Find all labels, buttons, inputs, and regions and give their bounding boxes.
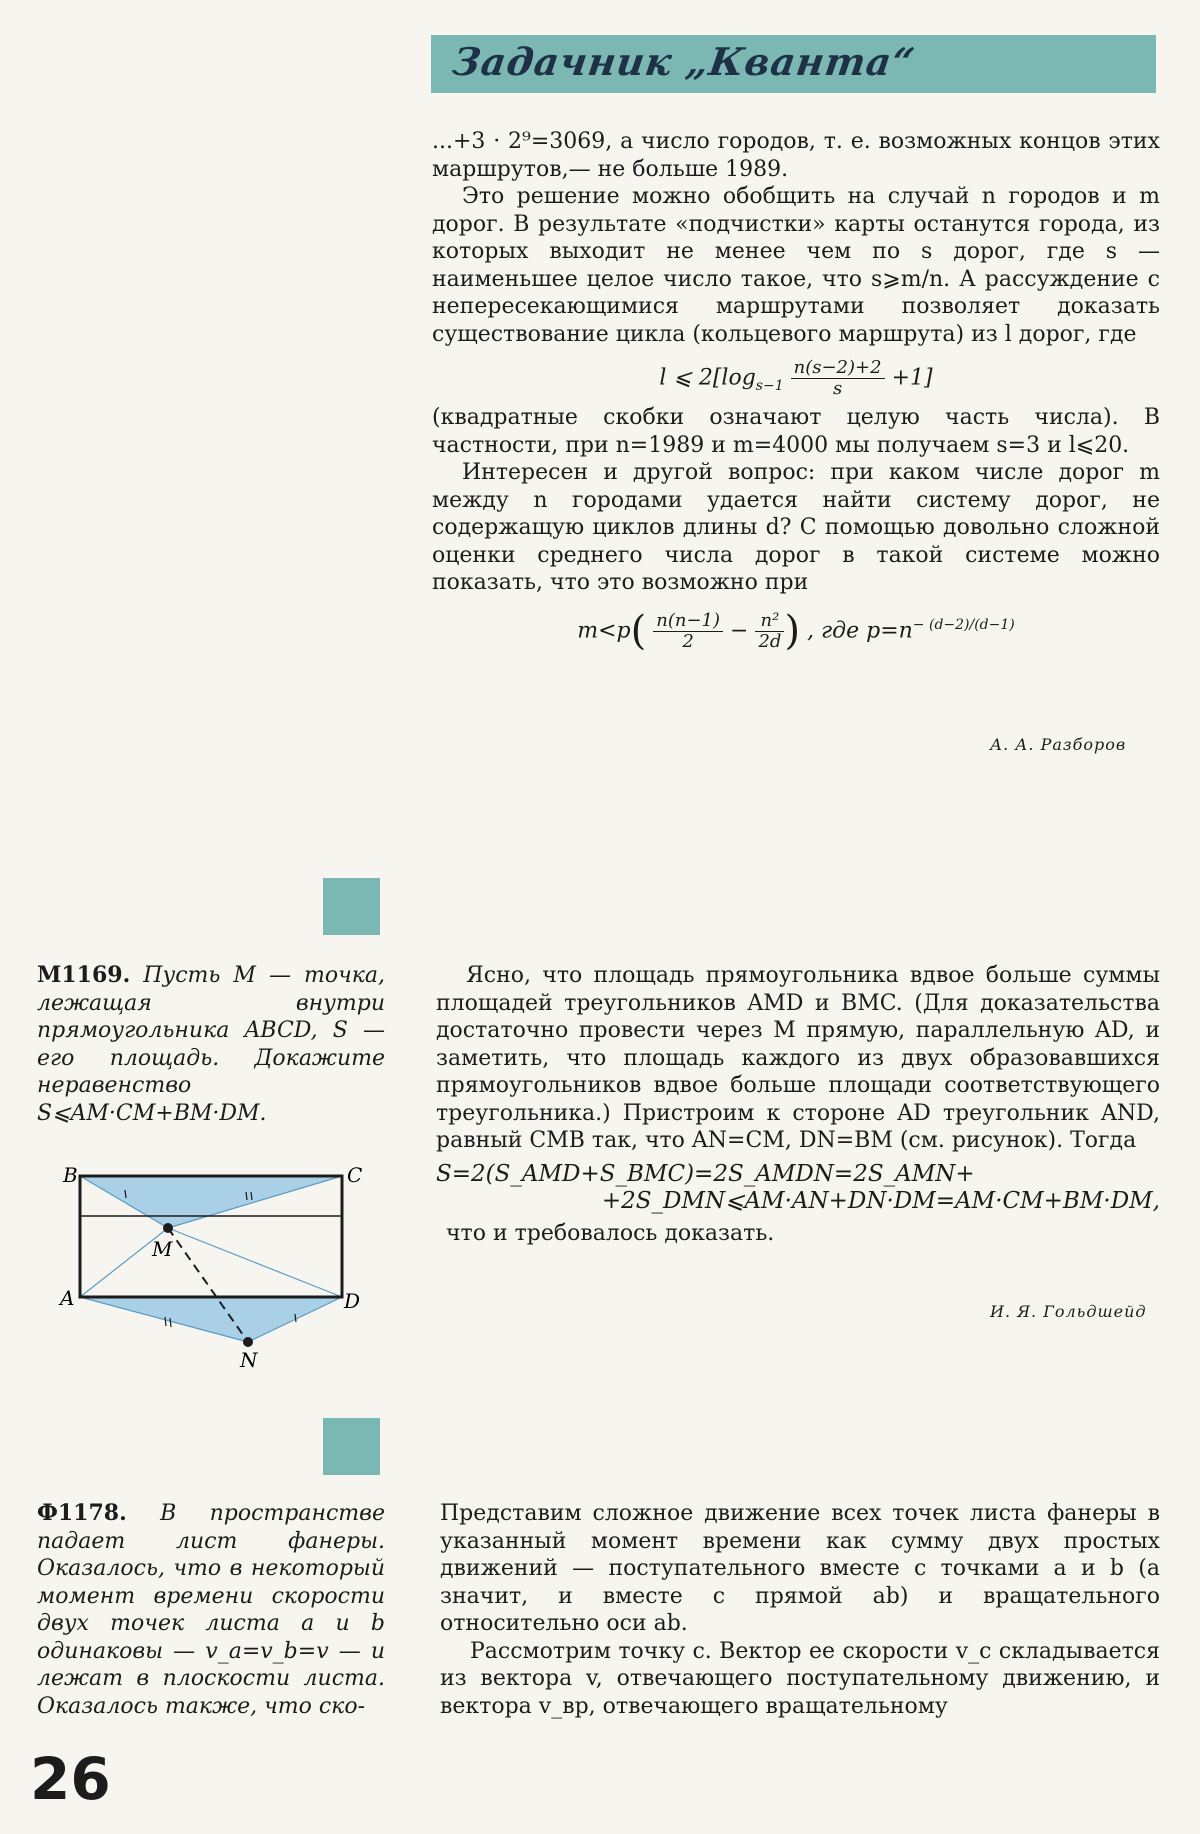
fraction-numerator: n(s−2)+2 xyxy=(791,358,885,379)
label-n: N xyxy=(240,1348,258,1372)
point-n xyxy=(243,1337,253,1347)
signature-razborov: А. А. Разборов xyxy=(990,735,1127,754)
problem-m1169-solution xyxy=(436,962,1160,1247)
triangle-bmc xyxy=(80,1176,342,1228)
formula-subscript: s−1 xyxy=(755,377,784,394)
problem-statement xyxy=(37,1500,385,1720)
formula-fraction xyxy=(653,611,723,652)
section-logo: Задачник „Кванта“ xyxy=(449,39,919,84)
problem-f1178-solution xyxy=(440,1500,1160,1720)
equation-line: S=2(S_AMD+S_BMC)=2S_AMDN=2S_AMN+ xyxy=(436,1160,975,1187)
problem-f1178-statement xyxy=(37,1500,385,1720)
label-m: M xyxy=(152,1237,173,1261)
rectangle-figure xyxy=(40,1160,380,1380)
formula-part: − xyxy=(730,618,749,644)
paren-open: ( xyxy=(630,607,647,654)
problem-id: М1169. xyxy=(37,962,131,988)
problem-m1169-statement xyxy=(37,962,385,1127)
point-m xyxy=(163,1223,173,1233)
signature-goldsheid: И. Я. Гольдшейд xyxy=(990,1302,1147,1321)
formula-part: +1] xyxy=(891,365,933,391)
problem-statement xyxy=(37,962,385,1100)
formula-log xyxy=(432,358,1160,400)
paragraph: (квадратные скобки означают целую часть числа). В частности, при n=1989 и m=4000 мы получаем s=3 и l⩽20. xyxy=(432,405,1160,458)
fraction-denominator: 2 xyxy=(682,630,694,652)
formula-exponent: − (d−2)/(d−1) xyxy=(912,617,1015,634)
paren-close: ) xyxy=(784,607,801,654)
paragraph: Интересен и другой вопрос: при каком числе дорог m между n городами удается найти систему дорог, не содержащую циклов длины d? С помощью довольно сложной оценки среднего числа дорог в такой системе можно показать, что это возможно при xyxy=(432,460,1160,596)
formula-part: l ⩽ 2[log xyxy=(659,365,756,391)
inequality: S⩽AM·CM+BM·DM. xyxy=(37,1100,267,1126)
label-a: A xyxy=(60,1286,75,1310)
problem-id: Ф1178. xyxy=(37,1500,127,1526)
section-banner xyxy=(431,35,1156,93)
paragraph: Рассмотрим точку c. Вектор ее скорости v_c складывается из вектора v, отвечающего поступательному движению, и вектора v_вр, отвечающего вращательному xyxy=(440,1638,1160,1719)
label-d: D xyxy=(344,1289,361,1313)
fraction-numerator: n(n−1) xyxy=(653,611,723,632)
triangle-and xyxy=(80,1297,342,1342)
section-marker xyxy=(323,1418,380,1475)
statement-text: В пространстве падает лист фанеры. Оказалось, что в некоторый момент времени скорости двух точек листа a и b одинаковы — v_a=v_b=v — и лежат в плоскости листа. Оказалось также, что ско- xyxy=(37,1501,385,1719)
formula-fraction xyxy=(791,358,885,399)
section-marker xyxy=(323,878,380,935)
formula-bound xyxy=(432,607,1160,654)
segment-dm xyxy=(168,1228,342,1297)
formula-part: , где p=n xyxy=(807,618,913,644)
paragraph: ...+3 · 2⁹=3069, а число городов, т. е. возможных концов этих маршрутов,— не больше 1989. xyxy=(432,129,1160,182)
formula-fraction xyxy=(755,611,784,652)
label-b: B xyxy=(63,1163,78,1187)
paragraph: Ясно, что площадь прямоугольника вдвое больше суммы площадей треугольников AMD и BMC. (Для доказательства достаточно провести через M прямую, параллельную AD, и заметить, что площадь каждого из двух образовавшихся прямоугольников вдвое больше площади соответствующего треугольника.) Пристроим к стороне AD треугольник AND, равный CMB так, что AN=CM, DN=BM (см. рисунок). Тогда xyxy=(436,963,1160,1153)
formula-part: m<p xyxy=(577,618,631,644)
paragraph: что и требовалось доказать. xyxy=(446,1220,775,1246)
continuation-text xyxy=(432,128,1160,656)
equation-line: +2S_DMN⩽AM·AN+DN·DM=AM·CM+BM·DM, xyxy=(601,1188,1160,1214)
fraction-numerator: n² xyxy=(755,611,784,632)
paragraph: Это решение можно обобщить на случай n городов и m дорог. В результате «подчистки» карты останутся города, из которых выходит не менее чем по s дорог, где s — наименьшее целое число такое, что s⩾m/n. А рассуждение с непересекающимися маршрутами позволяет доказать существование цикла (кольцевого маршрута) из l дорог, где xyxy=(432,184,1160,347)
statement-text: Пусть M — точка, лежащая внутри прямоугольника ABCD, S — его площадь. Докажите неравенство xyxy=(37,963,386,1098)
paragraph: Представим сложное движение всех точек листа фанеры в указанный момент времени как сумму двух простых движений — поступательного вместе с точками a и b (а значит, и вместе с прямой ab) и вращательного относительно оси ab. xyxy=(440,1501,1160,1636)
label-c: C xyxy=(347,1163,363,1187)
page-number: 26 xyxy=(30,1745,111,1813)
fraction-denominator: 2d xyxy=(758,630,782,652)
fraction-denominator: s xyxy=(832,378,843,399)
